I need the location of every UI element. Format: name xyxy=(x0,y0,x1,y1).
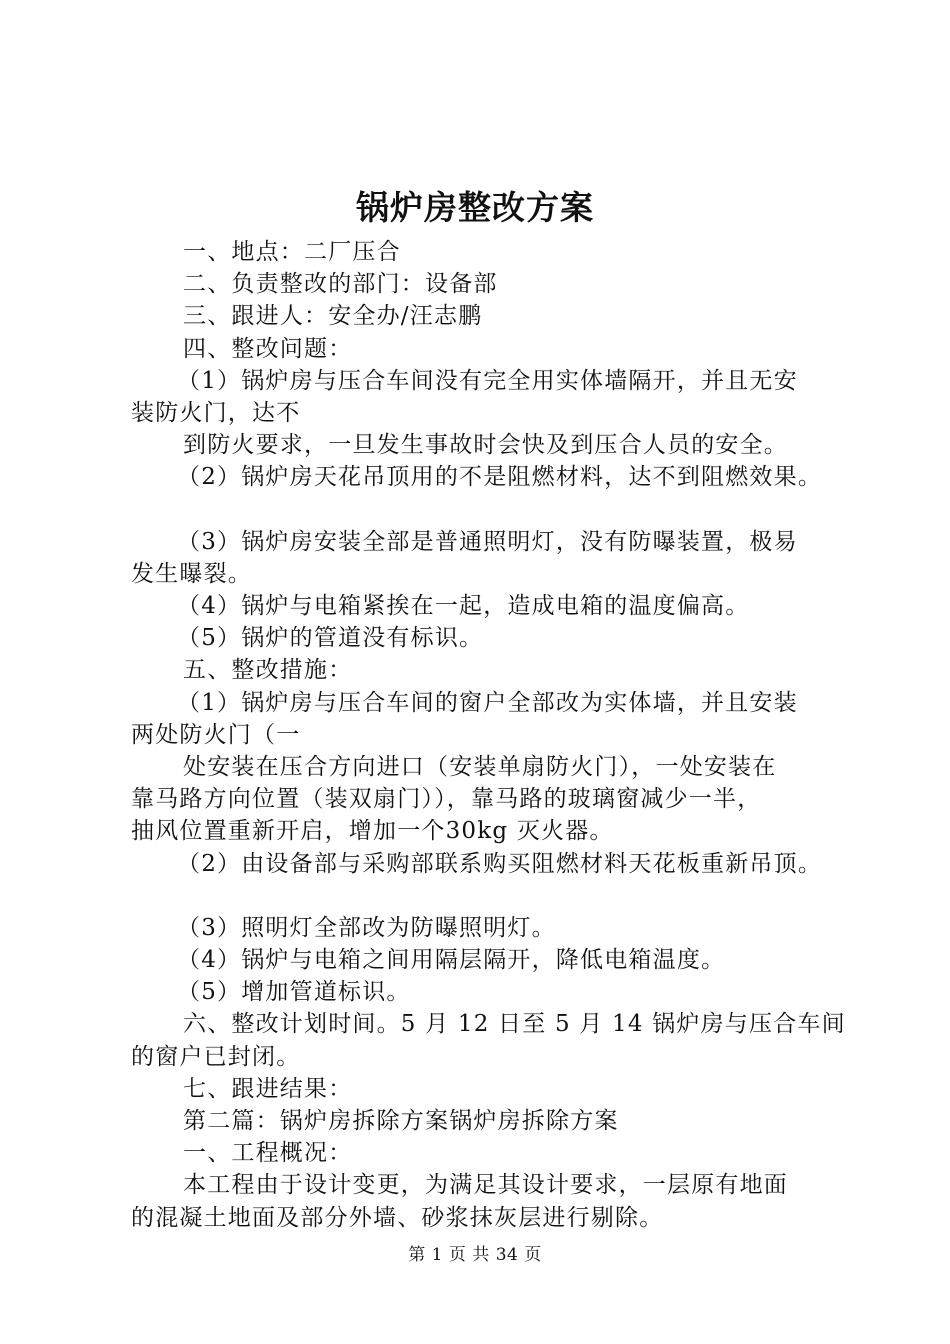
project-overview-heading: 一、工程概况： xyxy=(183,1140,353,1167)
problem-item-1-cont-2: 到防火要求，一旦发生事故时会快及到压合人员的安全。 xyxy=(183,432,788,459)
measure-item-1: （1）锅炉房与压合车间的窗户全部改为实体墙，并且安装 xyxy=(177,689,798,716)
section-problems-heading: 四、整改问题： xyxy=(183,335,353,362)
measure-item-1-cont: 两处防火门（一 xyxy=(131,721,301,748)
blank-line xyxy=(131,494,843,526)
document-body xyxy=(131,236,846,1234)
page-footer: 第 1 页 共 34 页 xyxy=(408,1245,542,1265)
measure-item-1-cont-4: 抽风位置重新开启，增加一个30kg 灭火器。 xyxy=(131,818,614,845)
problem-item-3-cont: 发生曝裂。 xyxy=(131,560,252,587)
section-schedule-cont: 的窗户已封闭。 xyxy=(131,1043,301,1070)
project-overview-text-cont: 的混凝土地面及部分外墙、砂浆抹灰层进行剔除。 xyxy=(131,1204,664,1231)
problem-item-4: （4）锅炉与电箱紧挨在一起，造成电箱的温度偏高。 xyxy=(177,593,750,620)
section-measures-heading: 五、整改措施： xyxy=(183,657,353,684)
section-department: 二、负责整改的部门：设备部 xyxy=(183,271,498,298)
measure-item-4: （4）锅炉与电箱之间用隔层隔开，降低电箱温度。 xyxy=(177,947,726,974)
measure-item-1-cont-2: 处安装在压合方向进口（安装单扇防火门），一处安装在 xyxy=(183,754,777,781)
problem-item-1-cont: 装防火门，达不 xyxy=(131,400,301,427)
problem-item-1: （1）锅炉房与压合车间没有完全用实体墙隔开，并且无安 xyxy=(177,367,798,394)
part-two-heading: 第二篇：锅炉房拆除方案锅炉房拆除方案 xyxy=(183,1108,619,1135)
blank-line xyxy=(131,880,843,912)
problem-item-3: （3）锅炉房安装全部是普通照明灯，没有防曝装置，极易 xyxy=(177,528,798,555)
measure-item-3: （3）照明灯全部改为防曝照明灯。 xyxy=(177,914,556,941)
measure-item-5: （5）增加管道标识。 xyxy=(177,979,411,1006)
section-results-heading: 七、跟进结果： xyxy=(183,1075,353,1102)
page-title: 锅炉房整改方案 xyxy=(356,188,594,227)
measure-item-1-cont-3: 靠马路方向位置（装双扇门）），靠马路的玻璃窗减少一半， xyxy=(131,786,762,813)
problem-item-5: （5）锅炉的管道没有标识。 xyxy=(177,625,484,652)
section-location: 一、地点：二厂压合 xyxy=(183,239,401,265)
section-schedule: 六、整改计划时间。5 月 12 日至 5 月 14 锅炉房与压合车间 xyxy=(183,1011,846,1038)
project-overview-text: 本工程由于设计变更，为满足其设计要求，一层原有地面 xyxy=(183,1172,788,1199)
measure-item-2: （2）由设备部与采购部联系购买阻燃材料天花板重新吊顶。 xyxy=(177,850,823,877)
problem-item-2: （2）锅炉房天花吊顶用的不是阻燃材料，达不到阻燃效果。 xyxy=(177,464,823,491)
section-follow-up-person: 三、跟进人：安全办/汪志鹏 xyxy=(183,303,483,330)
